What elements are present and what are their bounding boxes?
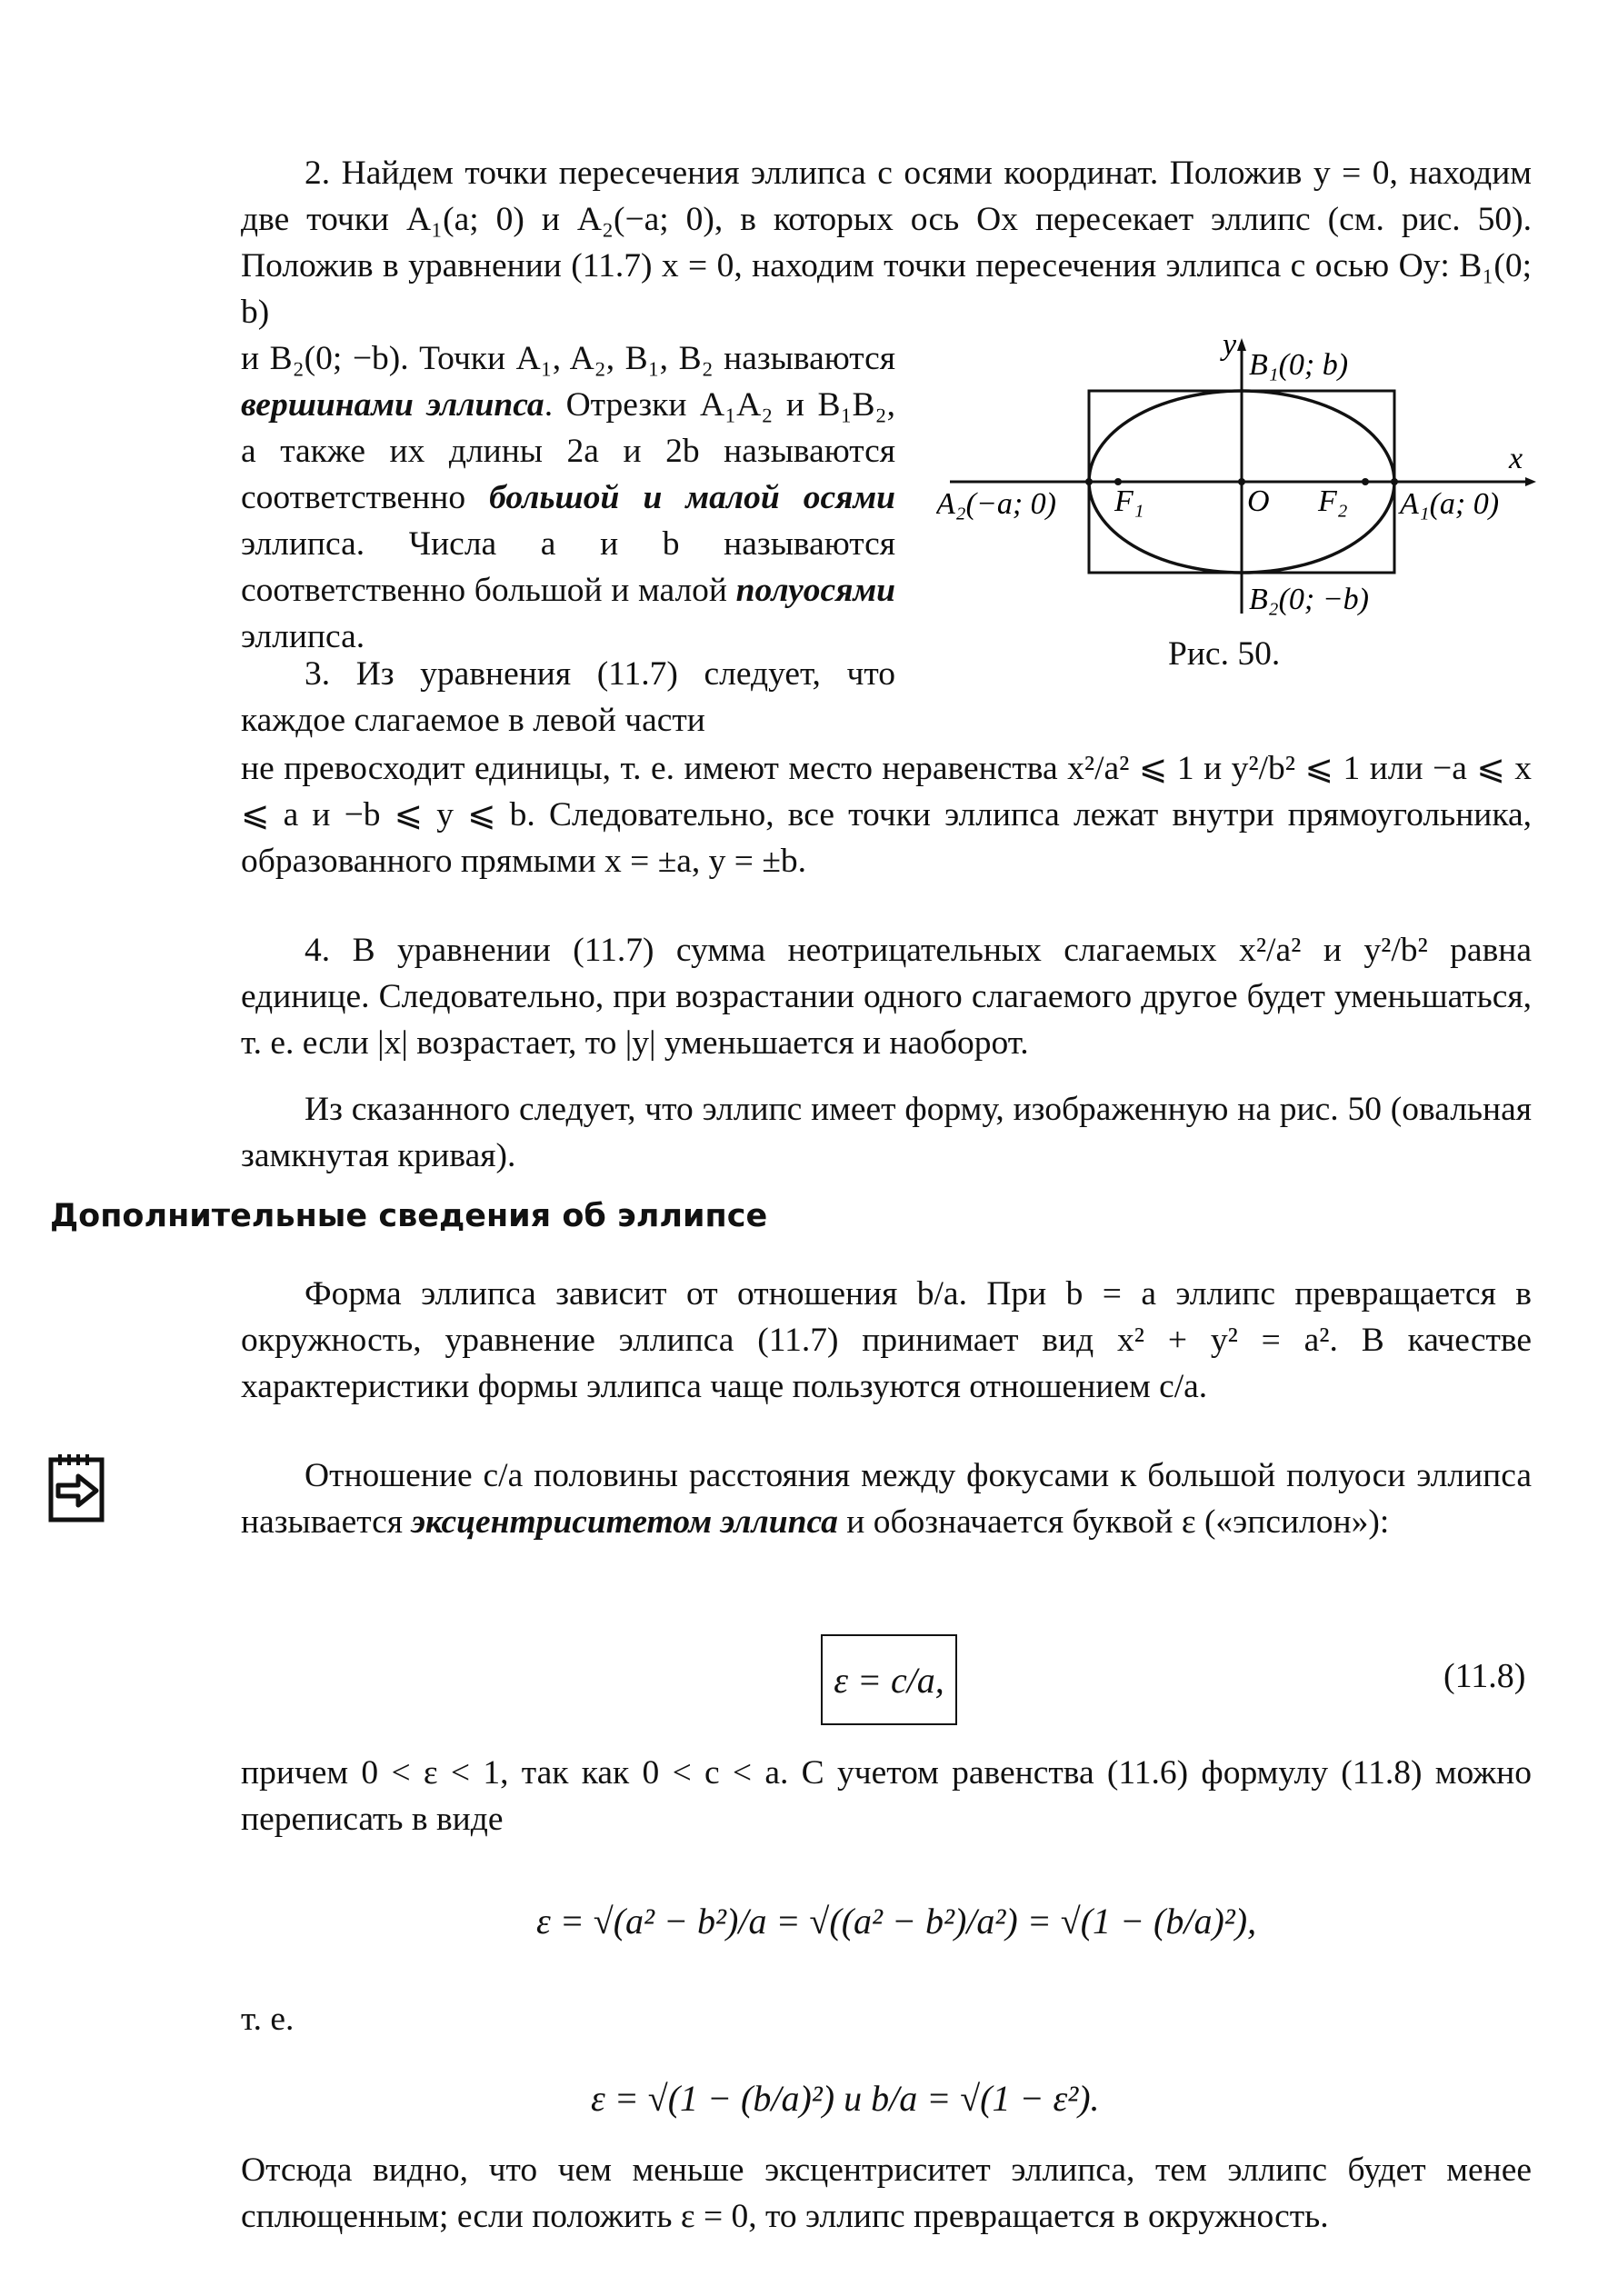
label-f2: F₂ [1318, 484, 1348, 518]
paragraph-7 [241, 1452, 1532, 1545]
equation-number: (11.8) [1443, 1657, 1526, 1695]
paragraph-8-text: причем 0 < ε < 1, так как 0 < c < a. С учетом равенства (11.6) формулу (11.8) можно переписать в виде [241, 1754, 1532, 1838]
vertex-a2-point [1085, 478, 1093, 485]
that-is-label: т. е. [241, 2001, 295, 2038]
ellipse-figure [936, 327, 1563, 627]
paragraph-8 [241, 1750, 1532, 1842]
text-run: Отношение c/a половины расстояния между фокусами к большой полуоси эллипса называется [241, 1457, 1532, 1541]
text-run: эллипса. [241, 618, 365, 655]
label-f1: F₁ [1114, 484, 1144, 518]
paragraph-9-text: Отсюда видно, что чем меньше эксцентриситет эллипса, тем эллипс будет менее сплющенным; если положить ε = 0, то эллипс превращается в окружность. [241, 2151, 1532, 2235]
label-origin: O [1247, 484, 1270, 518]
note-arrow-icon [45, 1452, 109, 1525]
text-run: . Отрезки A₁A₂ и B₁B₂, а также их длины 2a и 2b называются соответственно [241, 386, 895, 516]
y-axis-arrow [1237, 338, 1246, 351]
text-run: и B₂(0; −b). Точки A₁, A₂, B₁, B₂ называются [241, 340, 895, 377]
term-eccentricity: эксцентриситетом эллипса [411, 1503, 838, 1541]
section-heading: Дополнительные сведения об эллипсе [50, 1198, 768, 1234]
eccentricity-formula-short: ε = √(1 − (b/a)²) и b/a = √(1 − ε²). [591, 2078, 1100, 2119]
boxed-equation-text: ε = c/a, [834, 1659, 944, 1701]
label-b1: B₁(0; b) [1249, 348, 1349, 382]
vertex-a1-point [1391, 478, 1398, 485]
paragraph-5 [241, 1086, 1532, 1179]
focus-f2-point [1362, 478, 1369, 485]
paragraph-9 [241, 2147, 1532, 2240]
paragraph-4-text: 4. В уравнении (11.7) сумма неотрицательных слагаемых x²/a² и y²/b² равна единице. Следовательно, при возрастании одного слагаемого другое будет уменьшаться, т. е. если |x| возрастает, то |y| уменьшается и наоборот. [241, 932, 1532, 1062]
paragraph-5-text: Из сказанного следует, что эллипс имеет форму, изображенную на рис. 50 (овальная замкнутая кривая). [241, 1091, 1532, 1174]
eccentricity-formula-long: ε = √(a² − b²)/a = √((a² − b²)/a²) = √(1 − (b/a)²), [536, 1901, 1257, 1942]
origin-point [1238, 478, 1245, 485]
paragraph-3-text: не превосходит единицы, т. е. имеют место неравенства x²/a² ⩽ 1 и y²/b² ⩽ 1 или −a ⩽ x ⩽ a и −b ⩽ y ⩽ b. Следовательно, все точки эллипса лежат внутри прямоугольника, образованного прямыми x = ±a, y = ±b. [241, 750, 1532, 880]
paragraph-2-continued [241, 335, 895, 660]
term-semiaxes: полуосями [735, 572, 895, 609]
paragraph-3-start [241, 651, 895, 744]
term-vertices: вершинами эллипса [241, 386, 544, 424]
label-a1: A₁(a; 0) [1400, 487, 1500, 521]
term-axes: большой и малой осями [489, 479, 895, 516]
text-run: и обозначается буквой ε («эпсилон»): [837, 1503, 1390, 1541]
paragraph-4 [241, 927, 1532, 1066]
label-a2: A₂(−a; 0) [936, 487, 1056, 521]
paragraph-2 [241, 150, 1532, 335]
label-y: y [1223, 328, 1237, 362]
label-b2: B₂(0; −b) [1249, 583, 1369, 616]
paragraph-2-text: 2. Найдем точки пересечения эллипса с осями координат. Положив y = 0, находим две точки A₁(a; 0) и A₂(−a; 0), в которых ось Ox пересекает эллипс (см. рис. 50). Положив в уравнении (11.7) x = 0, находим точки пересечения эллипса с осью Oy: B₁(0; b) [241, 155, 1532, 331]
paragraph-6 [241, 1271, 1532, 1410]
figure-caption: Рис. 50. [1168, 635, 1281, 673]
x-axis-arrow [1525, 477, 1536, 486]
label-x: x [1509, 442, 1523, 475]
paragraph-3-continued [241, 745, 1532, 884]
paragraph-3-start-text: 3. Из уравнения (11.7) следует, что каждое слагаемое в левой части [241, 655, 895, 739]
paragraph-6-text: Форма эллипса зависит от отношения b/a. При b = a эллипс превращается в окружность, уравнение эллипса (11.7) принимает вид x² + y² = a². В качестве характеристики формы эллипса чаще пользуются отношением c/a. [241, 1275, 1532, 1405]
boxed-equation [821, 1634, 957, 1725]
text-run: эллипса. Числа a и b называются соответственно большой и малой [241, 525, 895, 609]
